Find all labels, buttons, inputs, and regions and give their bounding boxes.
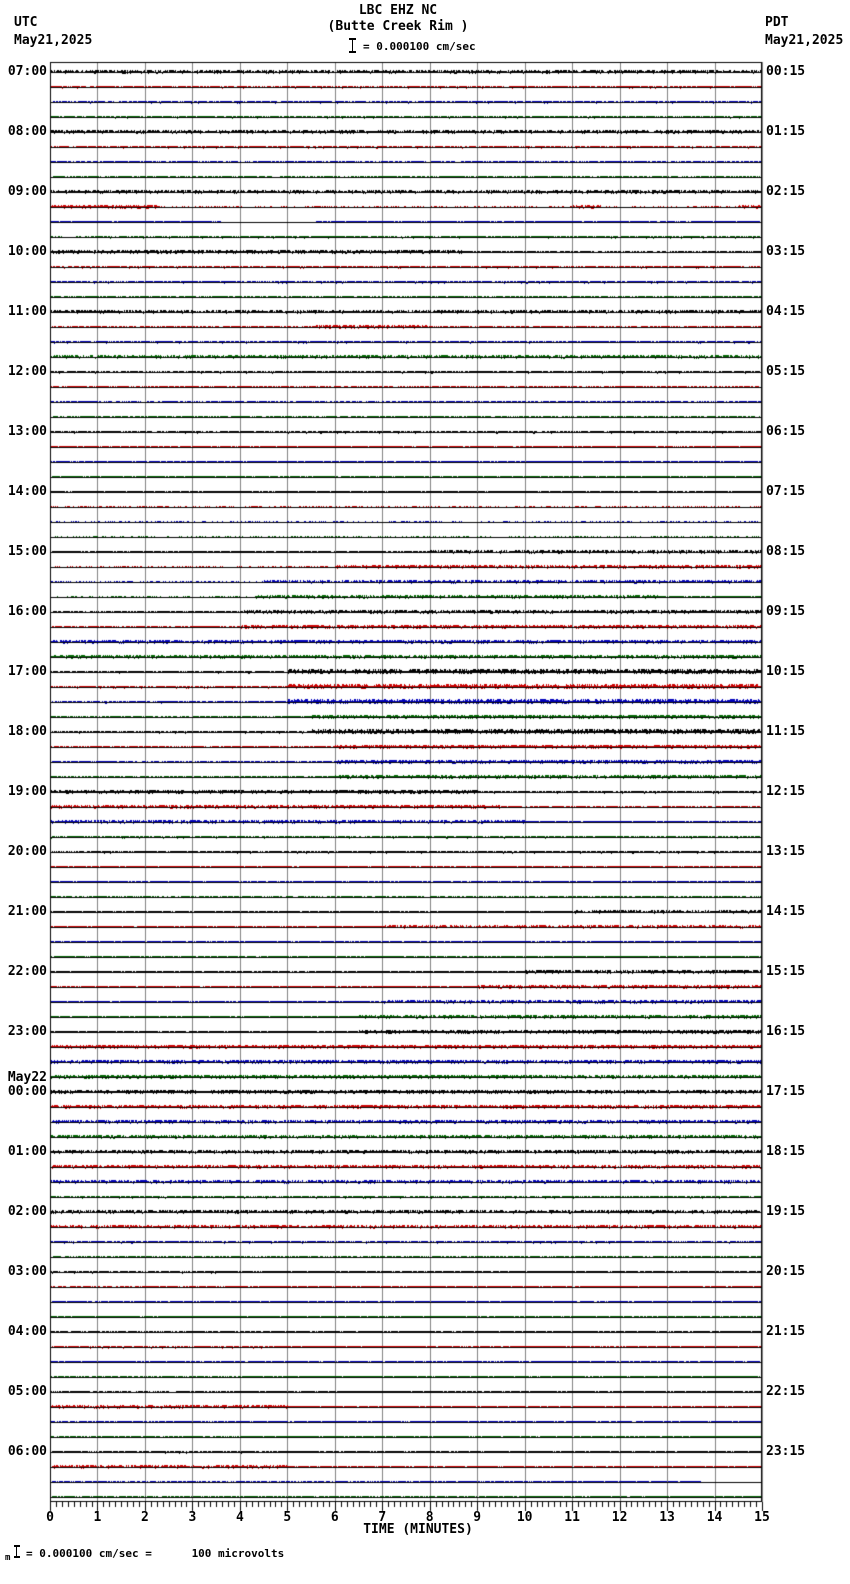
utc-hour-label: 19:00 <box>7 784 47 799</box>
utc-hour-label: 20:00 <box>7 844 47 859</box>
pdt-hour-label: 22:15 <box>766 1384 806 1399</box>
x-axis-tick-label: 0 <box>46 1510 54 1525</box>
x-axis-title: TIME (MINUTES) <box>363 1522 473 1537</box>
utc-hour-label: 05:00 <box>7 1384 47 1399</box>
pdt-hour-label: 06:15 <box>766 424 806 439</box>
pdt-hour-label: 21:15 <box>766 1324 806 1339</box>
pdt-hour-label: 05:15 <box>766 364 806 379</box>
amplitude-scale-icon <box>349 38 356 53</box>
utc-hour-label: 03:00 <box>7 1264 47 1279</box>
left-date-label: May21,2025 <box>14 33 93 48</box>
utc-hour-label: 21:00 <box>7 904 47 919</box>
x-axis-tick-label: 1 <box>93 1510 102 1525</box>
x-axis-tick-label: 8 <box>425 1510 434 1525</box>
x-axis-tick-label: 2 <box>141 1510 149 1525</box>
utc-hour-label: 14:00 <box>7 484 47 499</box>
utc-hour-label: 15:00 <box>7 544 47 559</box>
pdt-hour-label: 00:15 <box>766 64 806 79</box>
utc-hour-label: 17:00 <box>7 664 47 679</box>
utc-hour-label: 00:00 <box>7 1084 47 1099</box>
x-axis-tick-label: 9 <box>473 1510 482 1525</box>
footer-note: = 0.000100 cm/sec = 100 microvolts <box>26 1547 285 1560</box>
utc-hour-label: 08:00 <box>7 124 47 139</box>
utc-hour-label: 13:00 <box>7 424 47 439</box>
station-name-title: (Butte Creek Rim ) <box>327 19 469 34</box>
utc-hour-label: 07:00 <box>7 64 47 79</box>
right-date-label: May21,2025 <box>765 33 844 48</box>
utc-hour-label: 12:00 <box>7 364 47 379</box>
pdt-hour-label: 01:15 <box>766 124 806 139</box>
right-timezone-label: PDT <box>765 15 789 30</box>
utc-date-label: May22 <box>7 1070 47 1085</box>
pdt-hour-label: 19:15 <box>766 1204 806 1219</box>
pdt-hour-label: 12:15 <box>766 784 806 799</box>
pdt-hour-label: 08:15 <box>766 544 806 559</box>
utc-hour-label: 09:00 <box>7 184 47 199</box>
utc-hour-label: 23:00 <box>7 1024 47 1039</box>
pdt-hour-label: 11:15 <box>766 724 806 739</box>
x-axis-tick-label: 12 <box>611 1510 628 1525</box>
pdt-hour-label: 07:15 <box>766 484 806 499</box>
x-axis-tick-label: 15 <box>754 1510 770 1525</box>
utc-hour-label: 18:00 <box>7 724 47 739</box>
pdt-hour-label: 02:15 <box>766 184 806 199</box>
left-timezone-label: UTC <box>14 15 38 30</box>
pdt-hour-label: 14:15 <box>766 904 806 919</box>
x-axis-tick-label: 5 <box>283 1510 292 1525</box>
x-axis-tick-label: 13 <box>659 1510 675 1525</box>
pdt-hour-label: 17:15 <box>766 1084 806 1099</box>
station-id-title: LBC EHZ NC <box>358 3 438 18</box>
x-axis-tick-label: 10 <box>516 1510 533 1525</box>
pdt-hour-label: 20:15 <box>766 1264 806 1279</box>
x-axis-tick-label: 6 <box>330 1510 339 1525</box>
utc-hour-label: 01:00 <box>7 1144 47 1159</box>
x-axis-tick-label: 7 <box>378 1510 387 1525</box>
utc-hour-label: 06:00 <box>7 1444 47 1459</box>
pdt-hour-label: 04:15 <box>766 304 806 319</box>
utc-hour-label: 10:00 <box>7 244 47 259</box>
pdt-hour-label: 18:15 <box>766 1144 806 1159</box>
x-axis-tick-label: 11 <box>564 1510 580 1525</box>
pdt-hour-label: 10:15 <box>766 664 806 679</box>
footer-prefix: m <box>5 1553 11 1563</box>
pdt-hour-label: 15:15 <box>766 964 806 979</box>
x-axis-tick-label: 4 <box>235 1510 244 1525</box>
pdt-hour-label: 23:15 <box>766 1444 806 1459</box>
pdt-hour-label: 03:15 <box>766 244 806 259</box>
pdt-hour-label: 09:15 <box>766 604 806 619</box>
x-axis-tick-label: 14 <box>706 1510 723 1525</box>
scale-text: = 0.000100 cm/sec <box>363 40 476 53</box>
utc-hour-label: 04:00 <box>7 1324 47 1339</box>
utc-hour-label: 16:00 <box>7 604 47 619</box>
utc-hour-label: 11:00 <box>7 304 47 319</box>
utc-hour-label: 02:00 <box>7 1204 47 1219</box>
footer-scale-icon <box>14 1545 20 1558</box>
pdt-hour-label: 16:15 <box>766 1024 806 1039</box>
pdt-hour-label: 13:15 <box>766 844 806 859</box>
x-axis-tick-label: 3 <box>188 1510 197 1525</box>
utc-hour-label: 22:00 <box>7 964 47 979</box>
